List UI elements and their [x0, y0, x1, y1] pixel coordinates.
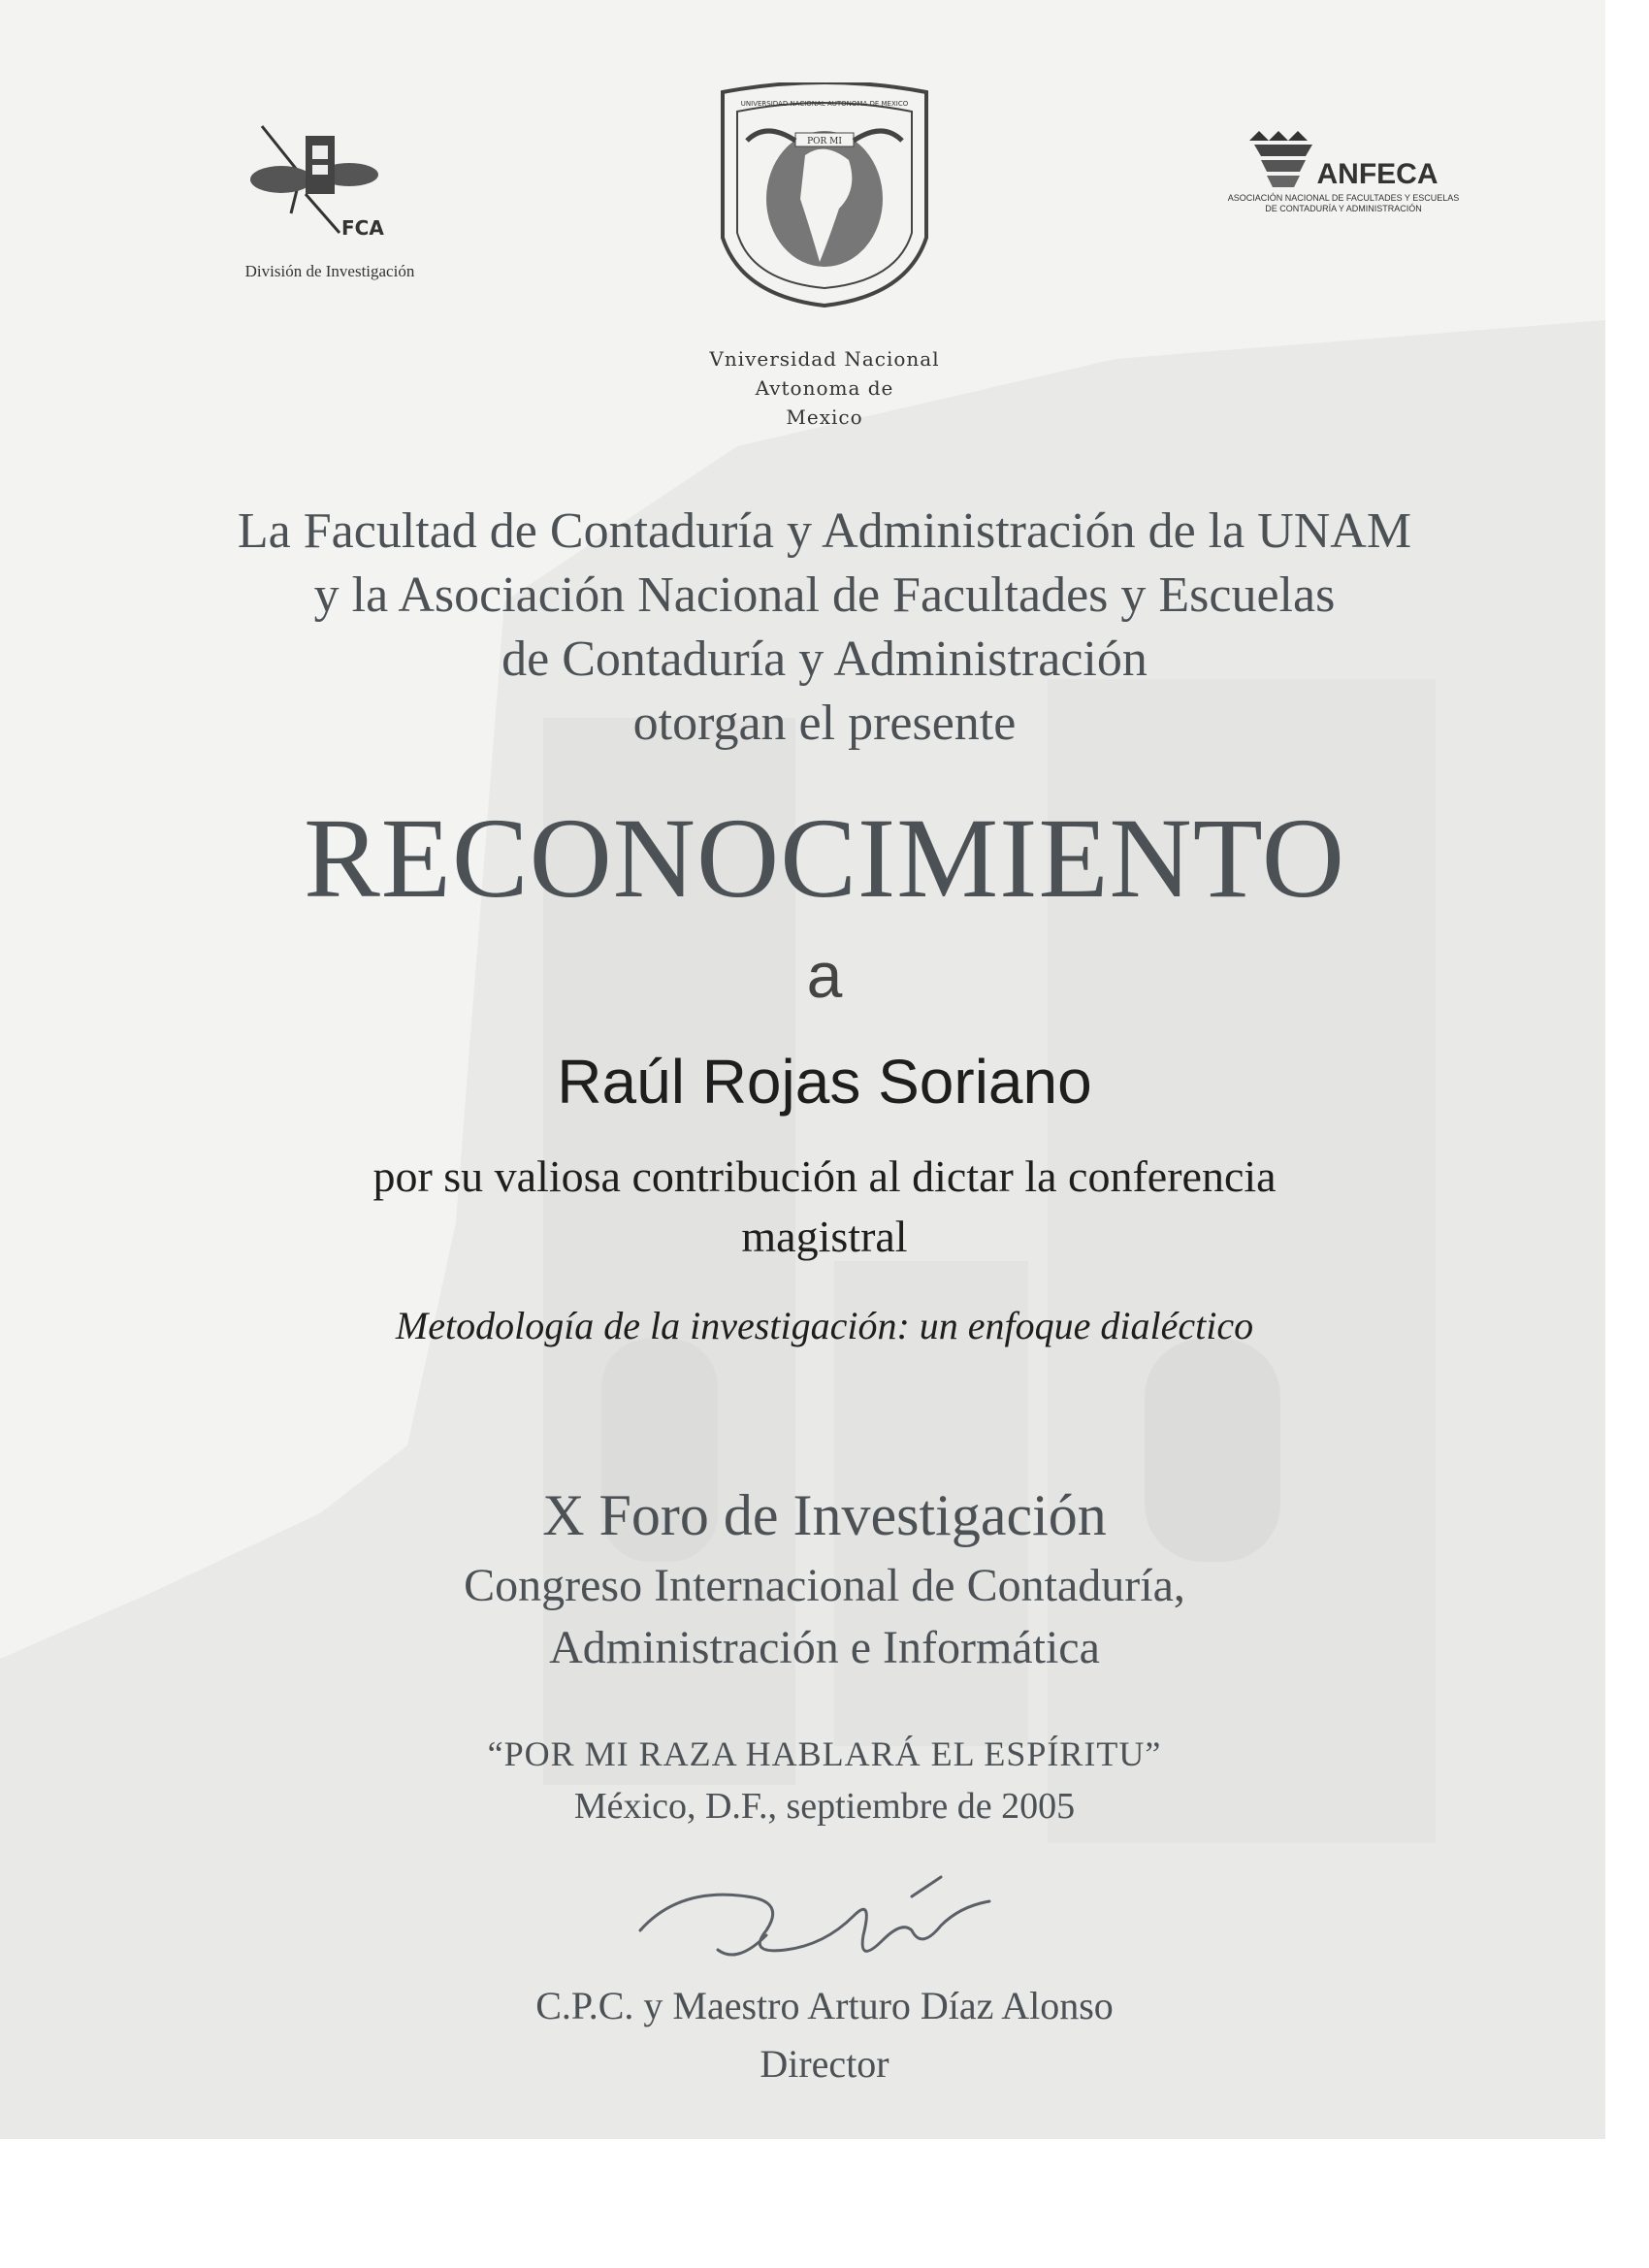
event-sub-line: Administración e Informática: [549, 1622, 1100, 1673]
place-date: México, D.F., septiembre de 2005: [573, 1786, 1076, 1827]
reason-line: magistral: [741, 1212, 908, 1261]
recipient-name: Raúl Rojas Soriano: [557, 1047, 1092, 1117]
anfeca-caption: [1217, 193, 1470, 214]
svg-text:FCA: FCA: [341, 216, 384, 240]
preposition: a: [806, 939, 843, 1011]
event-title: X Foro de Investigación: [542, 1483, 1107, 1547]
unam-caption-line: Mexico: [786, 405, 863, 429]
fca-caption: División de Investigación: [244, 262, 415, 280]
unam-seal-icon: [713, 82, 936, 315]
signer-role: Director: [760, 2042, 889, 2086]
award-reason: [0, 1147, 1605, 1267]
svg-text:POR MI: POR MI: [807, 137, 842, 146]
unam-caption-line: Avtonoma de: [755, 376, 894, 400]
heading-line: otorgan el presente: [632, 696, 1017, 751]
fca-logo: [223, 107, 436, 281]
fca-emblem-icon: [242, 107, 388, 243]
anfeca-caption-line: ASOCIACIÓN NACIONAL DE FACULTADES Y ESCUELAS: [1227, 193, 1460, 203]
lecture-title: Metodología de la investigación: un enfoque dialéctico: [395, 1304, 1254, 1347]
heading-line: de Contaduría y Administración: [501, 632, 1148, 687]
unam-caption-line: Vniversidad Nacional: [709, 347, 940, 371]
heading-line: La Facultad de Contaduría y Administración de la UNAM: [237, 503, 1412, 559]
event-sub-line: Congreso Internacional de Contaduría,: [464, 1560, 1185, 1611]
motto: “POR MI RAZA HABLARÁ EL ESPÍRITU”: [487, 1734, 1162, 1773]
event-subtitle: [0, 1555, 1605, 1679]
svg-text:UNIVERSIDAD NACIONAL AUTONOMA: UNIVERSIDAD NACIONAL AUTONOMA DE MEXICO: [740, 100, 909, 108]
anfeca-mountain-icon: [1249, 131, 1317, 191]
anfeca-caption-line: DE CONTADURÍA Y ADMINISTRACIÓN: [1265, 204, 1422, 213]
anfeca-mark: [1217, 131, 1470, 191]
certificate-title: RECONOCIMIENTO: [304, 794, 1345, 922]
signer-name: C.P.C. y Maestro Arturo Díaz Alonso: [535, 1984, 1114, 2027]
handwritten-signature: [621, 1858, 1028, 1984]
granting-institutions: [0, 500, 1605, 756]
anfeca-name: ANFECA: [1316, 158, 1439, 190]
unam-caption: [698, 344, 951, 432]
unam-logo: [698, 82, 951, 432]
reason-line: por su valiosa contribución al dictar la conferencia: [372, 1151, 1277, 1201]
heading-line: y la Asociación Nacional de Facultades y Escuelas: [313, 567, 1336, 623]
anfeca-logo: [1217, 131, 1470, 214]
